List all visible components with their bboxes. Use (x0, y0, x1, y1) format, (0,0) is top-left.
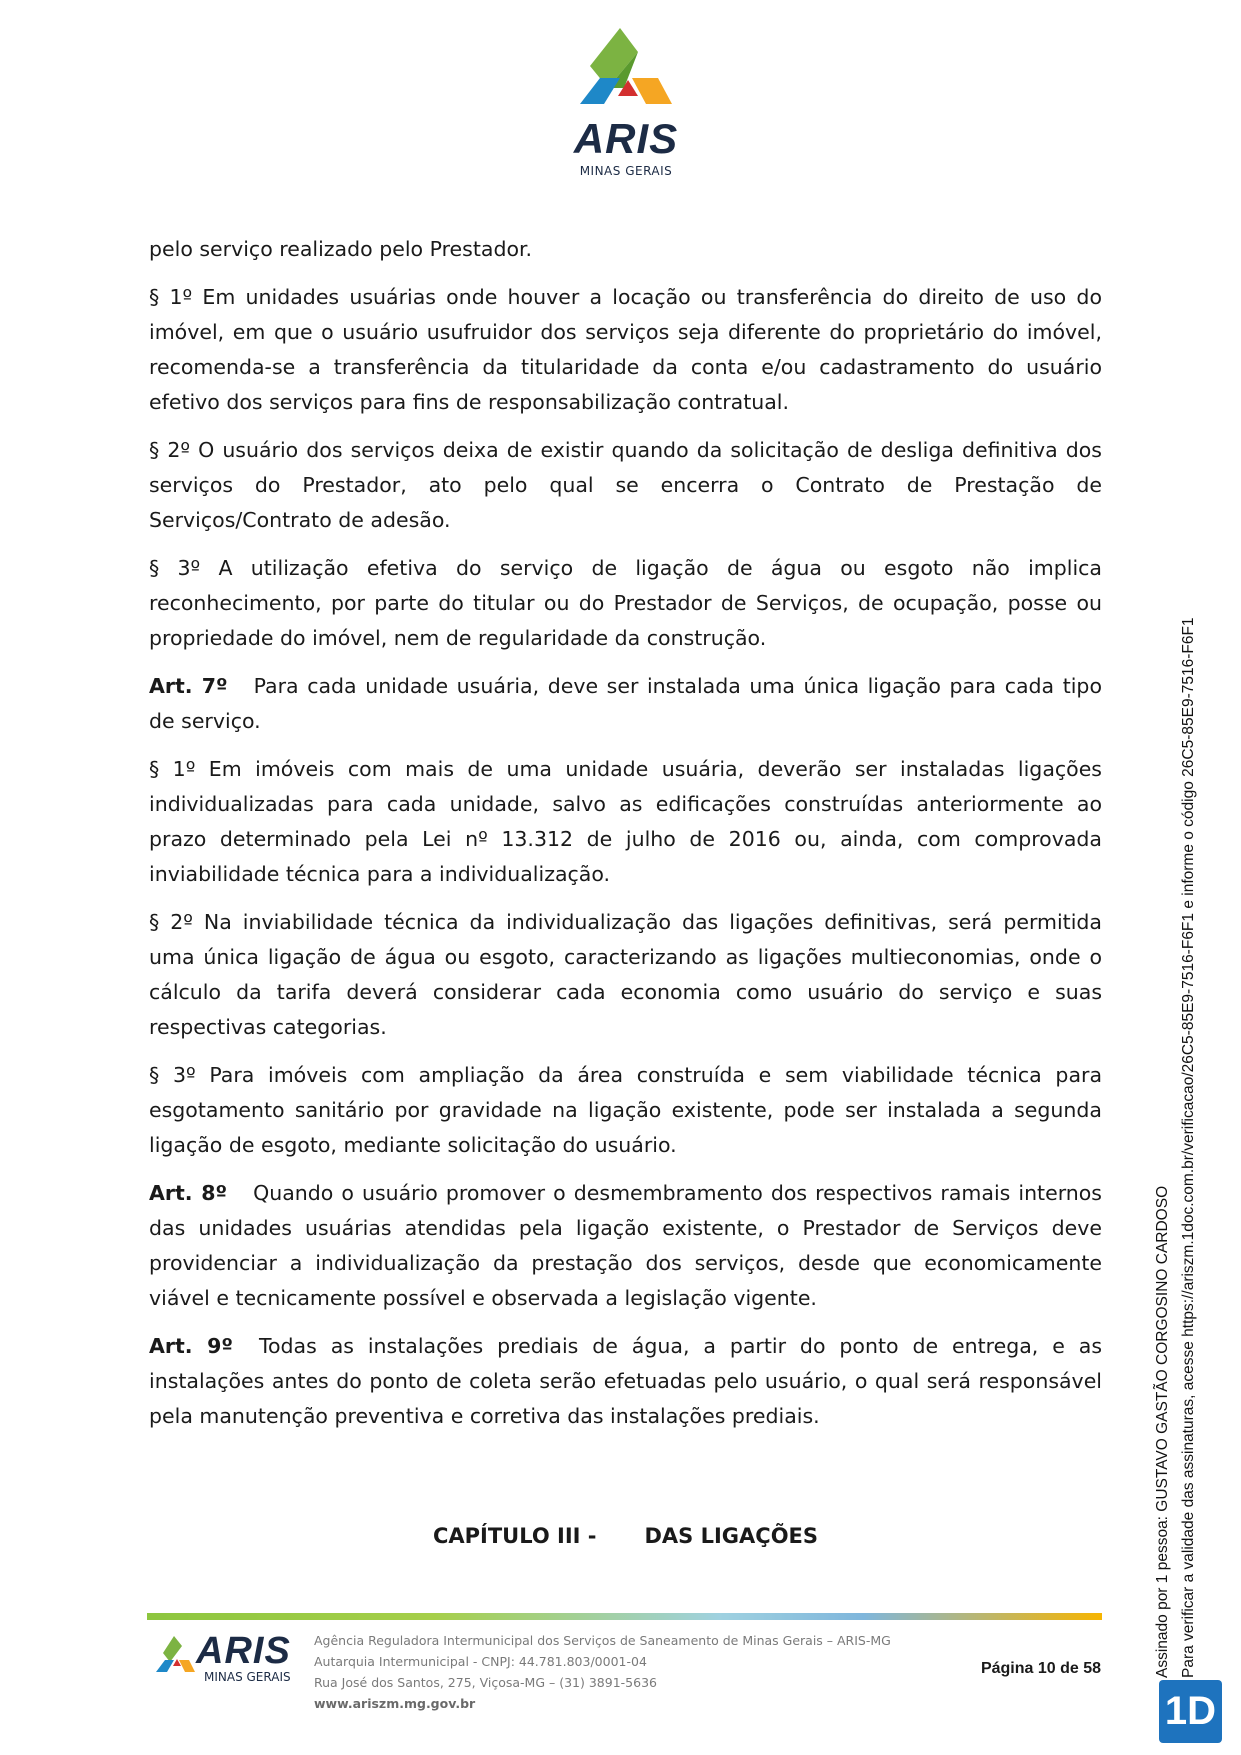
chapter-heading (149, 1524, 1102, 1548)
1doc-badge (1159, 1680, 1222, 1743)
signature-signer: Assinado por 1 pessoa: GUSTAVO GASTÃO CORGOSINO CARDOSO (1154, 1185, 1171, 1678)
footer-divider (147, 1613, 1102, 1620)
chapter-number: CAPÍTULO III - (432, 1524, 597, 1548)
paragraph: § 1º Em imóveis com mais de uma unidade usuária, deverão ser instaladas ligações individualizadas para cada unidade, salvo as edificações construídas anteriormente ao prazo determinado pela Lei nº 13.312 de julho de 2016 ou, ainda, com comprovada inviabilidade técnica para a individualização. (149, 757, 1102, 886)
article-text: Todas as instalações prediais de água, a partir do ponto de entrega, e as instalações antes do ponto de coleta serão efetuadas pelo usuário, o qual será responsável pela manutenção preventiva e corretiva das instalações prediais. (149, 1334, 1103, 1428)
paragraph: pelo serviço realizado pelo Prestador. (149, 237, 533, 261)
article-8 (149, 1176, 1102, 1316)
signature-stamp (1150, 578, 1210, 1678)
chapter-title: DAS LIGAÇÕES (644, 1524, 819, 1548)
article-text: Quando o usuário promover o desmembramento dos respectivos ramais internos das unidades usuárias atendidas pela ligação existente, o Prestador de Serviços deve providenciar a individualização da prestação dos serviços, desde que economicamente viável e tecnicamente possível e observada a legislação vigente. (149, 1181, 1102, 1310)
logo-wordmark: ARIS (573, 115, 679, 162)
article-text: Para cada unidade usuária, deve ser instalada uma única ligação para cada tipo de serviço. (149, 674, 1102, 733)
footer-line: Autarquia Intermunicipal - CNPJ: 44.781.803/0001-04 (314, 1654, 647, 1669)
footer-line: Agência Reguladora Intermunicipal dos Serviços de Saneamento de Minas Gerais – ARIS-MG (314, 1633, 891, 1648)
footer-line: Rua José dos Santos, 275, Viçosa-MG – (31) 3891-5636 (314, 1675, 657, 1690)
paragraph: § 2º O usuário dos serviços deixa de existir quando da solicitação de desliga definitiva dos serviços do Prestador, ato pelo qual se encerra o Contrato de Prestação de Serviços/Contrato de adesão. (149, 438, 1102, 532)
article-label: Art. 7º (149, 674, 228, 698)
signature-verification: Para verificar a validade das assinaturas, acesse https://ariszm.1doc.com.br/verificacao/26C5-85E9-7516-F6F1 e informe o código 26C5-85E9-7516-F6F1 (1180, 617, 1197, 1678)
badge-icon: 1D (1164, 1689, 1217, 1733)
page-number: Página 10 de 58 (980, 1660, 1101, 1677)
paragraph: § 3º Para imóveis com ampliação da área construída e sem viabilidade técnica para esgotamento sanitário por gravidade na ligação existente, pode ser instalada a segunda ligação de esgoto, mediante solicitação do usuário. (149, 1063, 1102, 1157)
paragraph: § 1º Em unidades usuárias onde houver a locação ou transferência do direito de uso do imóvel, em que o usuário usufruidor dos serviços seja diferente do proprietário do imóvel, recomenda-se a transferência da titularidade da conta e/ou cadastramento do usuário efetivo dos serviços para fins de responsabilização contratual. (149, 285, 1102, 414)
footer-logo-wordmark: ARIS (196, 1630, 291, 1672)
footer-website: www.ariszm.mg.gov.br (314, 1696, 476, 1711)
logo-subtitle: MINAS GERAIS (579, 164, 673, 178)
article-label: Art. 9º (149, 1334, 233, 1358)
article-7 (149, 669, 1102, 739)
aris-logo (560, 26, 692, 182)
footer-address (314, 1630, 891, 1714)
article-9 (149, 1329, 1102, 1434)
footer-logo (152, 1628, 302, 1688)
footer-logo-subtitle: MINAS GERAIS (204, 1670, 291, 1684)
paragraph: § 3º A utilização efetiva do serviço de ligação de água ou esgoto não implica reconhecimento, por parte do titular ou do Prestador de Serviços, de ocupação, posse ou propriedade do imóvel, nem de regularidade da construção. (149, 556, 1102, 650)
article-label: Art. 8º (149, 1181, 228, 1205)
paragraph: § 2º Na inviabilidade técnica da individualização das ligações definitivas, será permitida uma única ligação de água ou esgoto, caracterizando as ligações multieconomias, onde o cálculo da tarifa deverá considerar cada economia como usuário do serviço e suas respectivas categorias. (149, 910, 1102, 1039)
document-body (149, 232, 1102, 1447)
aris-logo-emblem-small (152, 1634, 198, 1680)
